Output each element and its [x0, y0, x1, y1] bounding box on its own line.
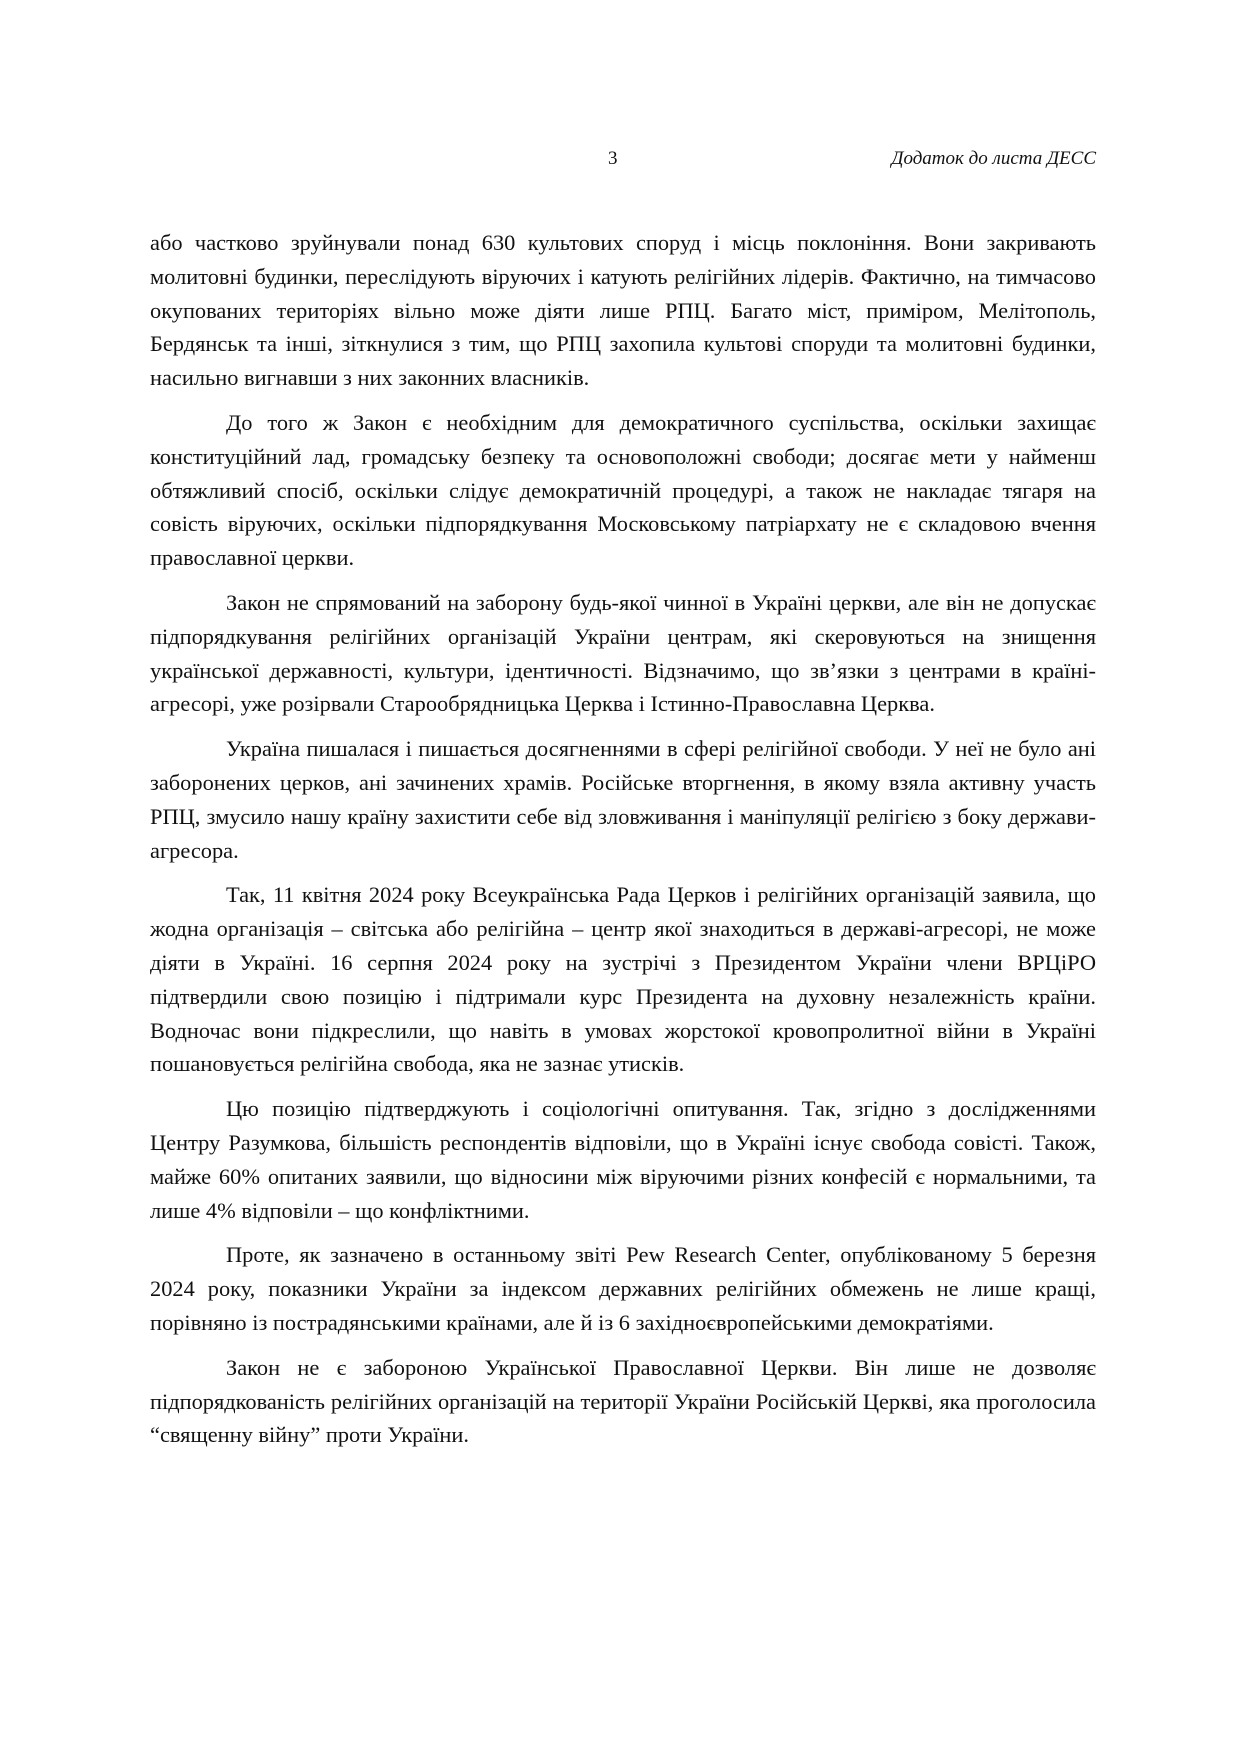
- page-header: [150, 148, 1096, 174]
- paragraph: Закон не є забороною Української Православної Церкви. Він лише не дозволяє підпорядкованість релігійних організацій на території України Російській Церкві, яка проголосила “священну війну” проти України.: [150, 1354, 1096, 1448]
- paragraph: До того ж Закон є необхідним для демократичного суспільства, оскільки захищає конституційний лад, громадську безпеку та основоположні свободи; досягає мети у найменш обтяжливий спосіб, оскільки слідує демократичній процедурі, а також не накладає тягаря на совість віруючих, оскільки підпорядкування Московському патріархату не є складовою вчення православної церкви.: [150, 409, 1096, 571]
- paragraph: Проте, як зазначено в останньому звіті Pew Research Center, опублікованому 5 березня 2024 року, показники України за індексом державних релігійних обмежень не лише кращі, порівняно із пострадянськими країнами, але й із 6 західноєвропейськими демократіями.: [150, 1242, 1096, 1335]
- paragraph: або частково зруйнували понад 630 культових споруд і місць поклоніння. Вони закривають молитовні будинки, переслідують віруючих і катують релігійних лідерів. Фактично, на тимчасово окупованих територіях вільно може діяти лише РПЦ. Багато міст, приміром, Мелітополь, Бердянськ та інші, зіткнулися з тим, що РПЦ захопила культові споруди та молитовні будинки, насильно вигнавши з них законних власників.: [150, 230, 1096, 391]
- paragraph: Закон не спрямований на заборону будь-якої чинної в Україні церкви, але він не допускає підпорядкування релігійних організацій України центрам, які скеровуються на знищення української державності, культури, ідентичності. Відзначимо, що зв’язки з центрами в країні-агресорі, уже розірвали Старообрядницька Церква і Істинно-Православна Церква.: [150, 589, 1096, 717]
- paragraph: Цю позицію підтверджують і соціологічні опитування. Так, згідно з дослідженнями Центру Разумкова, більшість респондентів відповіли, що в Україні існує свобода совісті. Також, майже 60% опитаних заявили, що відносини між віруючими різних конфесій є нормальними, та лише 4% відповіли – що конфліктними.: [150, 1096, 1096, 1223]
- paragraph: Україна пишалася і пишається досягненнями в сфері релігійної свободи. У неї не було ані заборонених церков, ані зачинених храмів. Російське вторгнення, в якому взяла активну участь РПЦ, змусило нашу країну захистити себе від зловживання і маніпуляції релігією з боку держави-агресора.: [150, 736, 1096, 863]
- header-title: Додаток до листа ДЕСС: [891, 148, 1096, 169]
- document-body: [150, 226, 1096, 1463]
- paragraph: Так, 11 квітня 2024 року Всеукраїнська Рада Церков і релігійних організацій заявила, що жодна організація – світська або релігійна – центр якої знаходиться в державі-агресорі, не може діяти в Україні. 16 серпня 2024 року на зустрічі з Президентом України члени ВРЦіРО підтвердили свою позицію і підтримали курс Президента на духовну незалежність країни. Водночас вони підкреслили, що навіть в умовах жорстокої кровопролитної війни в Україні пошановується релігійна свобода, яка не зазнає утисків.: [150, 882, 1096, 1077]
- page-number: 3: [608, 148, 618, 169]
